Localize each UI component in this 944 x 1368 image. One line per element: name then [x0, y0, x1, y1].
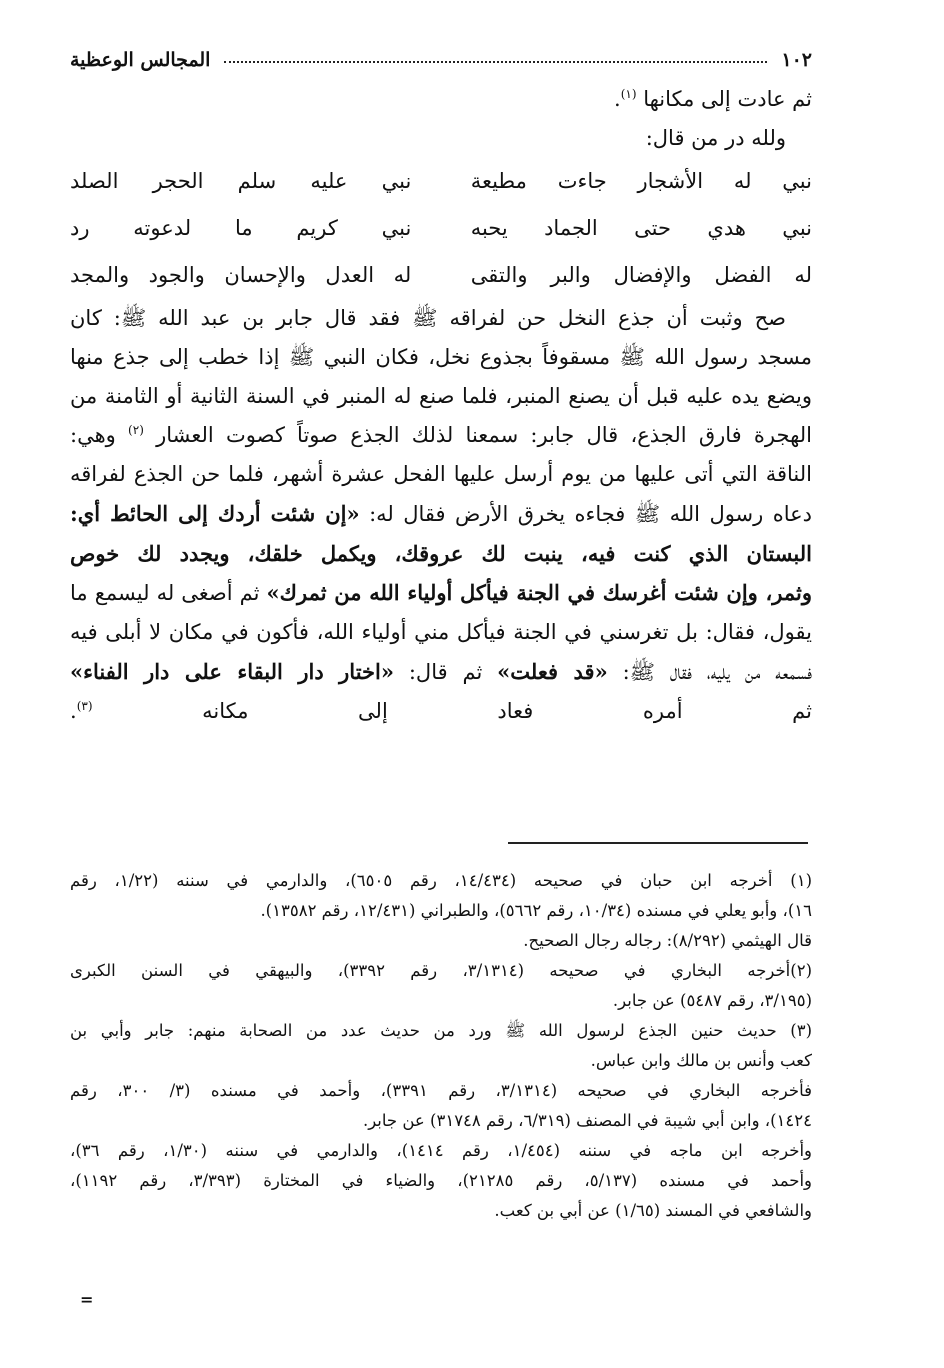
footnotes	[70, 866, 812, 1226]
poem-hemistich-second: نبي كريم ما لدعوته رد	[70, 216, 412, 240]
hadith-quote: «اختار دار البقاء على دار الفناء»	[70, 659, 394, 684]
footnote-line: (٢)أخرجه البخاري في صحيحه (٣/١٣١٤، رقم ٣٣٩٢)، والبيهقي في السنن الكبرى	[70, 961, 813, 980]
poem-hemistich-first: نبي له الأشجار جاءت مطيعة	[470, 169, 812, 193]
main-text	[70, 80, 812, 731]
footnote-line: (١) أخرجه ابن حبان في صحيحه (١٤/٤٣٤، رقم ٦٥٠٥)، والدارمي في سننه (١/٢٢، رقم	[70, 871, 812, 890]
page-header	[70, 40, 812, 80]
footnote-ref: (٣)	[76, 699, 93, 713]
end-mark: =	[80, 1290, 94, 1309]
poem-hemistich-second: له العدل والإحسان والجود والمجد	[70, 263, 412, 287]
text-line: دعاه رسول الله ﷺ فجاءه يخرق الأرض فقال له: «إن شئت أردك إلى الحائط أي:	[70, 501, 812, 526]
text-line: مسجد رسول الله ﷺ مسقوفاً بجذوع نخل، فكان النبي ﷺ إذا خطب إلى جذع منها	[70, 345, 812, 369]
poem	[70, 158, 812, 299]
footnote-separator	[508, 842, 808, 844]
paragraph	[70, 299, 812, 731]
footnote-ref: (١)	[620, 87, 637, 101]
text-line: ثم أمره فعاد إلى مكانه $^{(٣)}$.	[70, 699, 812, 723]
book-title: المجالس الوعظية	[70, 49, 211, 71]
text-line: يقول، فقال: بل تغرسني في الجنة فيأكل مني أولياء الله، فأكون في مكان لا أبلى فيه	[70, 620, 812, 644]
text-line: الناقة التي أتى عليها من يوم أرسل عليها الفحل عشرة أشهر، فلما حن الجذع لفراقه	[70, 462, 812, 486]
hadith-quote: وثمر، وإن شئت أغرسك في الجنة فيأكل أولياء الله من ثمرك»	[266, 580, 812, 605]
poem-hemistich-first: له الفضل والإفضال والبر والتقى	[470, 263, 812, 287]
poem-hemistich-second: نبي عليه سلم الحجر الصلد	[70, 169, 412, 193]
text-line: ثم عادت إلى مكانها $^{(١)}$.	[614, 87, 812, 111]
footnote-line: ١٤٢٤)، وابن أبي شيبة في المصنف (٦/٣١٩، رقم ٣١٧٤٨) عن جابر.	[362, 1111, 812, 1130]
header-dotted-rule	[224, 61, 767, 63]
poem-verse	[70, 158, 812, 205]
text-line: صح وثبت أن جذع النخل حن لفراقه ﷺ فقد قال جابر بن عبد الله ﷺ: كان	[70, 306, 786, 330]
footnote-line: (٣) حديث حنين الجذع لرسول الله ﷺ ورد من حديث عدد من الصحابة منهم: جابر وأبي بن	[70, 1021, 812, 1040]
page-number: ١٠٢	[781, 49, 812, 71]
text-line: ولله در من قال:	[645, 126, 786, 150]
footnote-line: وأحمد في مسنده (٥/١٣٧، رقم ٢١٢٨٥)، والضياء في المختارة (٣/٣٩٣، رقم ١١٩٢)،	[70, 1171, 812, 1190]
footnote-line: قال الهيثمي (٨/٢٩٢): رجاله رجال الصحيح.	[523, 931, 812, 950]
footnote-line: والشافعي في المسند (١/٦٥) عن أبي بن كعب.	[494, 1201, 812, 1220]
footnote-line: كعب وأنس بن مالك وابن عباس.	[590, 1051, 812, 1070]
poem-hemistich-first: نبي هدي حتى الجماد يحبه	[470, 216, 812, 240]
hadith-quote-line: البستان الذي كنت فيه، ينبت لك عروقك، ويكمل خلقك، ويجدد لك خوص	[70, 541, 812, 566]
footnote-ref: (٢)	[128, 423, 144, 437]
text-line: ويضع يده عليه قبل أن يصنع المنبر، فلما صنع له المنبر في السنة الثانية أو الثامنة من	[70, 384, 812, 408]
footnote-line: (٣/١٩٥، رقم ٥٤٨٧) عن جابر.	[612, 991, 812, 1010]
footnote-3	[70, 1016, 812, 1226]
footnote-1	[70, 866, 812, 956]
footnote-line: فأخرجه البخاري في صحيحه (٣/١٣١٤، رقم ٣٣٩١)، وأحمد في مسنده (٣/ ٣٠٠، رقم	[70, 1081, 812, 1100]
poem-verse	[70, 205, 812, 252]
text-line: وثمر، وإن شئت أغرسك في الجنة فيأكل أولياء الله من ثمرك» ثم أصغى له ليسمع ما	[70, 580, 812, 605]
poem-verse	[70, 252, 812, 299]
footnote-line: وأخرجه ابن ماجه في سننه (١/٤٥٤، رقم ١٤١٤)، والدارمي في سننه (١/٣٠، رقم ٣٦)،	[70, 1141, 812, 1160]
hadith-quote: «إن شئت أردك إلى الحائط أي:	[70, 501, 360, 526]
footnote-line: ١٦)، وأبو يعلي في مسنده (١٠/٣٤، رقم ٥٦٦٢)، والطبراني (١٢/٤٣١، رقم ١٣٥٨٢).	[260, 901, 812, 920]
text-line: فسمعه من يليه، فقال ﷺ: «قد فعلت» ثم قال: «اختار دار البقاء على دار الفناء»	[70, 659, 812, 684]
footnote-2	[70, 956, 812, 1016]
text-line: الهجرة فارق الجذع، قال جابر: سمعنا لذلك الجذع صوتاً كصوت العشار $^{(٢)}$ وهي:	[70, 423, 812, 447]
hadith-quote: «قد فعلت»	[497, 659, 608, 684]
